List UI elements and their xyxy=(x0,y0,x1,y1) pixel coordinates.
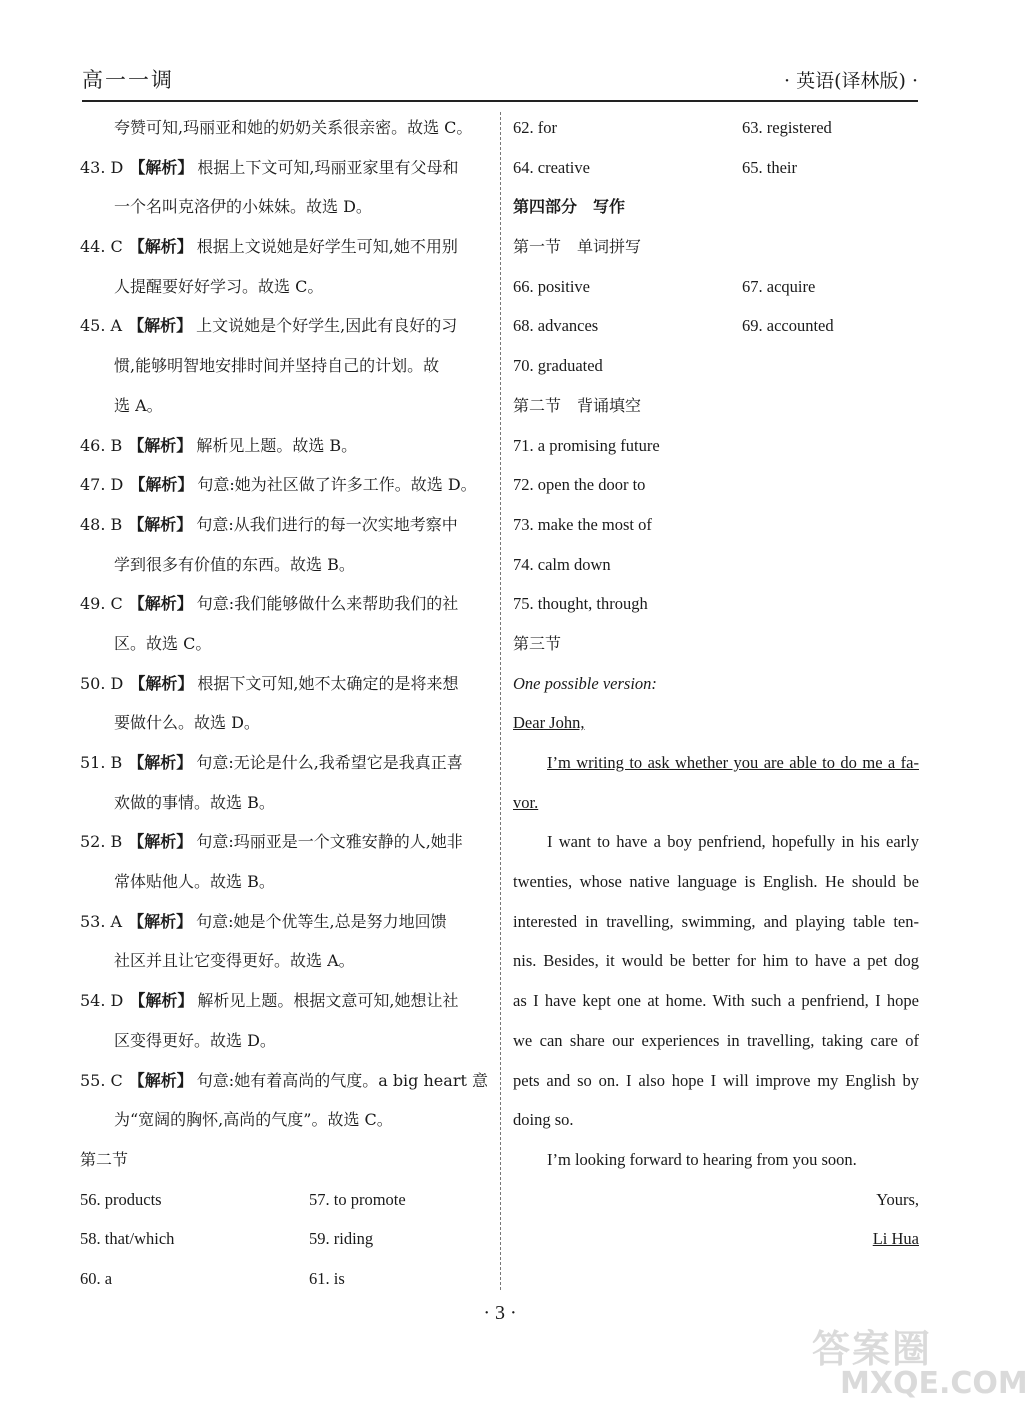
letter-signoff-text: Yours, xyxy=(876,1189,919,1209)
column-divider xyxy=(500,112,501,1290)
analysis-text: 根据上文说她是好学生可知,她不用别 xyxy=(196,237,458,257)
text-line xyxy=(80,267,488,307)
section-heading-text: 第二节 背诵填空 xyxy=(513,395,642,415)
answer-line xyxy=(80,465,488,505)
analysis-text: 根据下文可知,她不太确定的是将来想 xyxy=(197,673,459,693)
analysis-tag: 【解析】 xyxy=(128,1070,193,1090)
answer-pair xyxy=(513,108,919,148)
question-number: 45. A xyxy=(80,316,123,336)
answer-b: 63. registered xyxy=(742,118,832,137)
letter-signoff xyxy=(513,1219,919,1259)
analysis-tag: 【解析】 xyxy=(128,435,193,455)
analysis-tag: 【解析】 xyxy=(129,475,194,495)
answer-pair xyxy=(80,1259,488,1299)
text-line xyxy=(80,1100,488,1140)
answer-line xyxy=(80,743,488,783)
answer-line xyxy=(513,465,919,505)
letter-line xyxy=(513,1140,919,1180)
answer-a: 58. that/which xyxy=(80,1229,175,1249)
analysis-text: 根据上下文可知,玛丽亚家里有父母和 xyxy=(197,157,459,177)
text-line-text: 学到很多有价值的东西。故选 B。 xyxy=(114,554,355,574)
answer-line xyxy=(80,822,488,862)
answer-line xyxy=(80,902,488,942)
part-heading-text: 第四部分 写作 xyxy=(513,197,626,217)
text-line-text: 欢做的事情。故选 B。 xyxy=(114,792,275,812)
analysis-text: 解析见上题。根据文意可知,她想让社 xyxy=(197,991,459,1011)
analysis-tag: 【解析】 xyxy=(128,514,193,534)
text-line xyxy=(80,862,488,902)
question-number: 44. C xyxy=(80,237,123,257)
question-number: 55. C xyxy=(80,1070,123,1090)
text-line xyxy=(80,386,488,426)
text-line-text: 社区并且让它变得更好。故选 A。 xyxy=(114,951,355,971)
analysis-tag: 【解析】 xyxy=(128,316,193,336)
answer-line xyxy=(80,426,488,466)
page-number: · 3 · xyxy=(483,1302,517,1324)
analysis-text: 句意:她为社区做了许多工作。故选 D。 xyxy=(197,475,477,495)
answer-line xyxy=(80,981,488,1021)
answer-pair xyxy=(513,267,919,307)
letter-line xyxy=(513,1100,919,1140)
answer-line xyxy=(80,584,488,624)
answer-b: 57. to promote xyxy=(309,1189,406,1209)
question-number: 47. D xyxy=(80,475,124,495)
text-line-text: 区变得更好。故选 D。 xyxy=(114,1030,276,1050)
watermark-url: MXQE.COM xyxy=(840,1366,1028,1401)
answer-line xyxy=(513,545,919,585)
text-line-text: 为“宽阔的胸怀,高尚的气度”。故选 C。 xyxy=(114,1110,393,1130)
answer-line xyxy=(80,227,488,267)
version-label-text: One possible version: xyxy=(513,673,657,693)
letter-line: as I have kept one at home. With such a penfriend, I hope xyxy=(513,991,919,1011)
page-header xyxy=(82,58,918,102)
analysis-text: 上文说她是个好学生,因此有良好的习 xyxy=(196,316,458,336)
analysis-text: 句意:我们能够做什么来帮助我们的社 xyxy=(196,594,459,614)
answer-line xyxy=(513,584,919,624)
letter-line: twenties, whose native language is English. He should be xyxy=(513,872,919,892)
question-number: 54. D xyxy=(80,991,124,1011)
answer-line-text: 75. thought, through xyxy=(513,594,648,614)
text-line xyxy=(80,703,488,743)
question-number: 52. B xyxy=(80,832,123,852)
right-column xyxy=(513,108,919,1259)
answer-line-text: 74. calm down xyxy=(513,554,611,574)
answer-a: 56. products xyxy=(80,1189,162,1209)
letter-signoff-text: Li Hua xyxy=(872,1229,919,1249)
watermark-text: 答案圈 xyxy=(812,1327,933,1371)
answer-line xyxy=(80,148,488,188)
answer-line xyxy=(80,664,488,704)
letter-greeting xyxy=(513,703,919,743)
analysis-tag: 【解析】 xyxy=(129,991,194,1011)
section-heading xyxy=(513,624,919,664)
answer-line xyxy=(513,426,919,466)
text-line xyxy=(80,545,488,585)
answer-line xyxy=(80,306,488,346)
text-line xyxy=(80,108,488,148)
analysis-tag: 【解析】 xyxy=(128,594,193,614)
letter-greeting-text: Dear John, xyxy=(513,713,585,733)
section-heading xyxy=(513,386,919,426)
text-line-text: 要做什么。故选 D。 xyxy=(114,713,260,733)
text-line-text: 夸赞可知,玛丽亚和她的奶奶关系很亲密。故选 C。 xyxy=(114,118,473,137)
text-line-text: 惯,能够明智地安排时间并坚持自己的计划。故 xyxy=(114,356,440,376)
text-line-text: 一个名叫克洛伊的小妹妹。故选 D。 xyxy=(114,197,372,217)
header-grade: 高一一调 xyxy=(82,68,174,92)
text-line-text: 选 A。 xyxy=(114,395,163,415)
answer-pair xyxy=(80,1180,488,1220)
letter-line-text: I’m looking forward to hearing from you soon. xyxy=(547,1149,857,1169)
letter-line xyxy=(513,783,919,823)
answer-line xyxy=(513,346,919,386)
analysis-tag: 【解析】 xyxy=(128,753,193,772)
analysis-text: 句意:她是个优等生,总是努力地回馈 xyxy=(196,911,447,931)
question-number: 43. D xyxy=(80,157,124,177)
letter-line: pets and so on. I also hope I will improve my English by xyxy=(513,1070,919,1090)
answer-pair xyxy=(80,1219,488,1259)
text-line xyxy=(80,1021,488,1061)
section-heading xyxy=(513,227,919,267)
answer-a: 62. for xyxy=(513,118,557,137)
analysis-tag: 【解析】 xyxy=(129,673,194,693)
answer-b: 59. riding xyxy=(309,1229,374,1249)
watermark-logo xyxy=(812,1318,1028,1406)
letter-line: I’m writing to ask whether you are able to do me a fa- xyxy=(547,753,919,772)
analysis-tag: 【解析】 xyxy=(128,911,193,931)
letter-line-text: doing so. xyxy=(513,1110,574,1130)
answer-a: 60. a xyxy=(80,1268,113,1288)
section-heading-text: 第一节 单词拼写 xyxy=(513,237,642,257)
analysis-text: 句意:玛丽亚是一个文雅安静的人,她非 xyxy=(196,832,463,852)
answer-line-text: 73. make the most of xyxy=(513,514,652,534)
answer-line xyxy=(513,505,919,545)
analysis-text: 句意:从我们进行的每一次实地考察中 xyxy=(196,514,458,534)
answer-line xyxy=(80,505,488,545)
answer-b: 67. acquire xyxy=(742,276,816,296)
letter-line: I want to have a boy penfriend, hopefully in his early xyxy=(547,832,919,852)
analysis-tag: 【解析】 xyxy=(128,832,193,852)
question-number: 53. A xyxy=(80,911,123,931)
text-line-text: 常体贴他人。故选 B。 xyxy=(114,872,275,892)
answer-a: 66. positive xyxy=(513,276,590,296)
answer-b: 65. their xyxy=(742,157,797,177)
letter-signoff xyxy=(513,1180,919,1220)
answer-line xyxy=(80,1061,488,1101)
text-line-text: 人提醒要好好学习。故选 C。 xyxy=(114,276,324,296)
header-subject: · 英语(译林版) · xyxy=(784,70,918,92)
answer-line-text: 70. graduated xyxy=(513,356,603,376)
text-line xyxy=(80,346,488,386)
text-line-text: 区。故选 C。 xyxy=(114,633,212,653)
answer-pair xyxy=(513,148,919,188)
section-heading-text: 第二节 xyxy=(80,1149,129,1169)
question-number: 48. B xyxy=(80,514,123,534)
answer-line-text: 71. a promising future xyxy=(513,435,660,455)
answer-b: 61. is xyxy=(309,1268,345,1288)
letter-line-text: vor. xyxy=(513,792,539,812)
letter-line: interested in travelling, swimming, and playing table ten- xyxy=(513,911,919,931)
text-line xyxy=(80,941,488,981)
question-number: 46. B xyxy=(80,435,123,455)
left-column xyxy=(80,108,488,1299)
answer-a: 68. advances xyxy=(513,316,599,336)
question-number: 50. D xyxy=(80,673,124,693)
analysis-text: 句意:无论是什么,我希望它是我真正喜 xyxy=(196,753,463,772)
analysis-tag: 【解析】 xyxy=(128,237,193,257)
question-number: 49. C xyxy=(80,594,123,614)
section-heading xyxy=(80,1140,488,1180)
analysis-text: 句意:她有着高尚的气度。a big heart 意 xyxy=(196,1070,488,1090)
text-line xyxy=(80,187,488,227)
letter-line: nis. Besides, it would be better for him to have a pet dog xyxy=(513,951,919,971)
answer-pair xyxy=(513,306,919,346)
text-line xyxy=(80,783,488,823)
analysis-tag: 【解析】 xyxy=(129,157,194,177)
section-heading-text: 第三节 xyxy=(513,633,562,653)
part-heading xyxy=(513,187,919,227)
letter-line: we can share our experiences in travelling, taking care of xyxy=(513,1030,919,1050)
answer-a: 64. creative xyxy=(513,157,590,177)
version-label xyxy=(513,664,919,704)
text-line xyxy=(80,624,488,664)
answer-line-text: 72. open the door to xyxy=(513,475,646,495)
question-number: 51. B xyxy=(80,753,123,772)
analysis-text: 解析见上题。故选 B。 xyxy=(196,435,358,455)
answer-b: 69. accounted xyxy=(742,316,834,336)
